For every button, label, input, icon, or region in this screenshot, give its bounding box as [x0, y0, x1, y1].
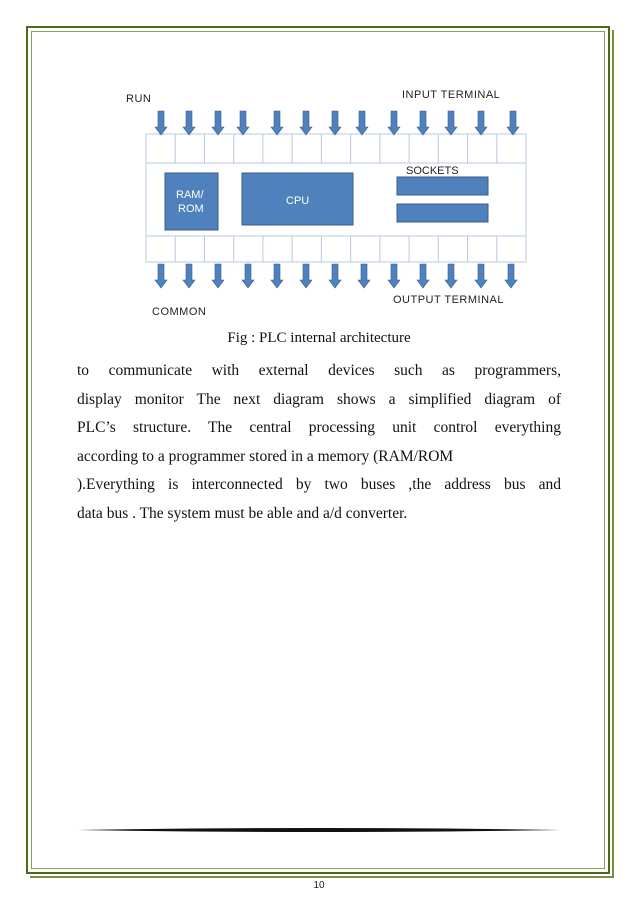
output-arrow-icon: [183, 264, 195, 288]
input-arrow-icon: [300, 111, 312, 135]
socket-block-2: [397, 204, 488, 222]
input-arrow-icon: [212, 111, 224, 135]
socket-block-1: [397, 177, 488, 195]
figure-caption: Fig : PLC internal architecture: [227, 330, 411, 346]
input-arrow-icon: [356, 111, 368, 135]
input-arrow-icon: [507, 111, 519, 135]
paragraph-line: ).Everything is interconnected by two buses ,the address bus and: [77, 476, 561, 493]
output-arrow-icon: [155, 264, 167, 288]
page-number: 10: [313, 880, 325, 891]
output-arrow-icon: [475, 264, 487, 288]
paragraph-line: to communicate with external devices such as programmers,: [77, 362, 561, 379]
output-arrow-icon: [212, 264, 224, 288]
ram-rom-label-line2: ROM: [178, 203, 204, 215]
cpu-label: CPU: [286, 195, 310, 207]
input-arrow-icon: [183, 111, 195, 135]
output-arrow-icon: [388, 264, 400, 288]
body-paragraph: [77, 357, 561, 528]
common-label: COMMON: [152, 306, 207, 318]
input-terminal-label: INPUT TERMINAL: [402, 89, 501, 101]
output-arrow-icon: [300, 264, 312, 288]
output-terminal-label: OUTPUT TERMINAL: [393, 294, 504, 306]
run-label: RUN: [126, 93, 152, 105]
input-arrow-icon: [417, 111, 429, 135]
input-arrow-icon: [475, 111, 487, 135]
output-arrow-icon: [445, 264, 457, 288]
output-arrows: [155, 264, 517, 288]
footer-divider: [77, 826, 561, 834]
output-arrow-icon: [242, 264, 254, 288]
output-arrow-icon: [271, 264, 283, 288]
sockets-label: SOCKETS: [406, 165, 459, 177]
ram-rom-label-line1: RAM/: [176, 189, 204, 201]
paragraph-line: according to a programmer stored in a memory (RAM/ROM: [77, 447, 454, 465]
input-arrow-icon: [237, 111, 249, 135]
output-arrow-icon: [505, 264, 517, 288]
input-arrow-icon: [388, 111, 400, 135]
input-arrow-icon: [271, 111, 283, 135]
input-arrow-icon: [445, 111, 457, 135]
input-arrow-icon: [155, 111, 167, 135]
paragraph-line: display monitor The next diagram shows a simplified diagram of: [77, 390, 561, 408]
input-arrow-icon: [329, 111, 341, 135]
output-arrow-icon: [417, 264, 429, 288]
output-arrow-icon: [358, 264, 370, 288]
paragraph-line: data bus . The system must be able and a/d converter.: [77, 504, 408, 522]
plc-architecture-diagram: [0, 0, 638, 330]
paragraph-line: PLC’s structure. The central processing unit control everything: [77, 419, 561, 436]
output-arrow-icon: [329, 264, 341, 288]
ram-rom-block: [165, 173, 218, 230]
input-arrows: [155, 111, 519, 135]
